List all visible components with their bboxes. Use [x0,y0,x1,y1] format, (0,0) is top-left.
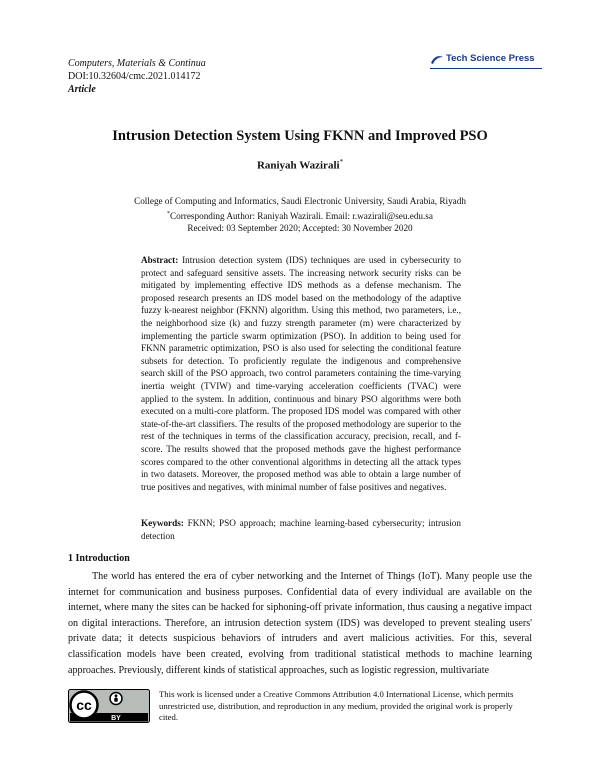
section-body: The world has entered the era of cyber networking and the Internet of Things (IoT). Many people use the internet for communication and business purposes. Confidential data of every individual are available on the internet, where many the sites can be hacked for siphoning-off private information, thus causing a negative impact on digital interactions. Therefore, an intrusion detection system (IDS) was developed to prevent stealing users' private data; it detects suspicious behaviors of intruders and avert malicious activities. For this, several classification models have been created, evolving from traditional statistical methods to machine learning approaches. Previously, different kinds of statistical approaches, such as logistic regression, multivariate [68,571,532,676]
cc-label: cc [76,697,92,713]
cc-by-icon [68,689,150,723]
paper-title: Intrusion Detection System Using FKNN and Improved PSO [112,128,488,144]
affiliation-block [0,195,600,235]
journal-name: Computers, Materials & Continua [68,58,206,69]
publisher-name: Tech Science Press [446,53,535,64]
publisher-logo [430,52,542,69]
keywords-text: FKNN; PSO approach; machine learning-based cybersecurity; intrusion detection [141,518,461,541]
keywords-label: Keywords: [141,518,184,528]
license-text: This work is licensed under a Creative Commons Attribution 4.0 International License, which permits unrestricted use, distribution, and reproduction in any medium, provided the original work is properly cited. [159,689,514,722]
author-line [0,158,600,172]
article-type: Article [68,84,96,95]
abstract-label: Abstract: [141,255,179,265]
corresponding-author: *Corresponding Author: Raniyah Wazirali. Email: r.wazirali@seu.edu.sa [167,210,433,221]
author-name: Raniyah Wazirali [256,159,340,172]
keywords [141,517,461,542]
journal-info [68,57,206,96]
by-label: BY [111,715,121,722]
section-heading: 1 Introduction [68,553,130,564]
corresponding-mark: * [167,210,171,217]
license-footer [68,689,532,729]
author-mark: * [339,158,344,166]
abstract [141,254,461,493]
dates: Received: 03 September 2020; Accepted: 30 November 2020 [187,223,413,234]
publisher-swoosh-icon [430,54,444,66]
doi: DOI:10.32604/cmc.2021.014172 [68,71,201,82]
affiliation: College of Computing and Informatics, Saudi Electronic University, Saudi Arabia, Riyadh [134,196,466,206]
abstract-text: Intrusion detection system (IDS) techniques are used in cybersecurity to protect and safeguard sensitive assets. The increasing network security risks can be mitigated by implementing effective IDS methods as a defense mechanism. The proposed research presents an IDS model based on the methodology of the adaptive fuzzy k-nearest neighbor (FKNN) algorithm. Using this method, two parameters, i.e., the neighborhood size (k) and fuzzy strength parameter (m) were characterized by implementing the particle swarm optimization (PSO). In addition to being used for FKNN parametric optimization, PSO is also used for selecting the conditional feature subsets for detection. To proficiently regulate the indigenous and comprehensive search skill of the PSO approach, two control parameters containing the time-varying inertia weight (TVIW) and time-varying acceleration coefficients (TVAC) were applied to the system. In addition, continuous and binary PSO algorithms were both executed on a multi-core platform. The proposed IDS model was compared with other state-of-the-art classifiers. The results of the proposed methodology are superior to the rest of the techniques in terms of the classification accuracy, precision, recall, and f-score. The results showed that the proposed methods gave the highest performance scores compared to the other conventional algorithms in detecting all the attack types in two datasets. Moreover, the proposed method was able to obtain a large number of true positives and negatives, with minimal number of false positives and negatives. [141,255,462,492]
